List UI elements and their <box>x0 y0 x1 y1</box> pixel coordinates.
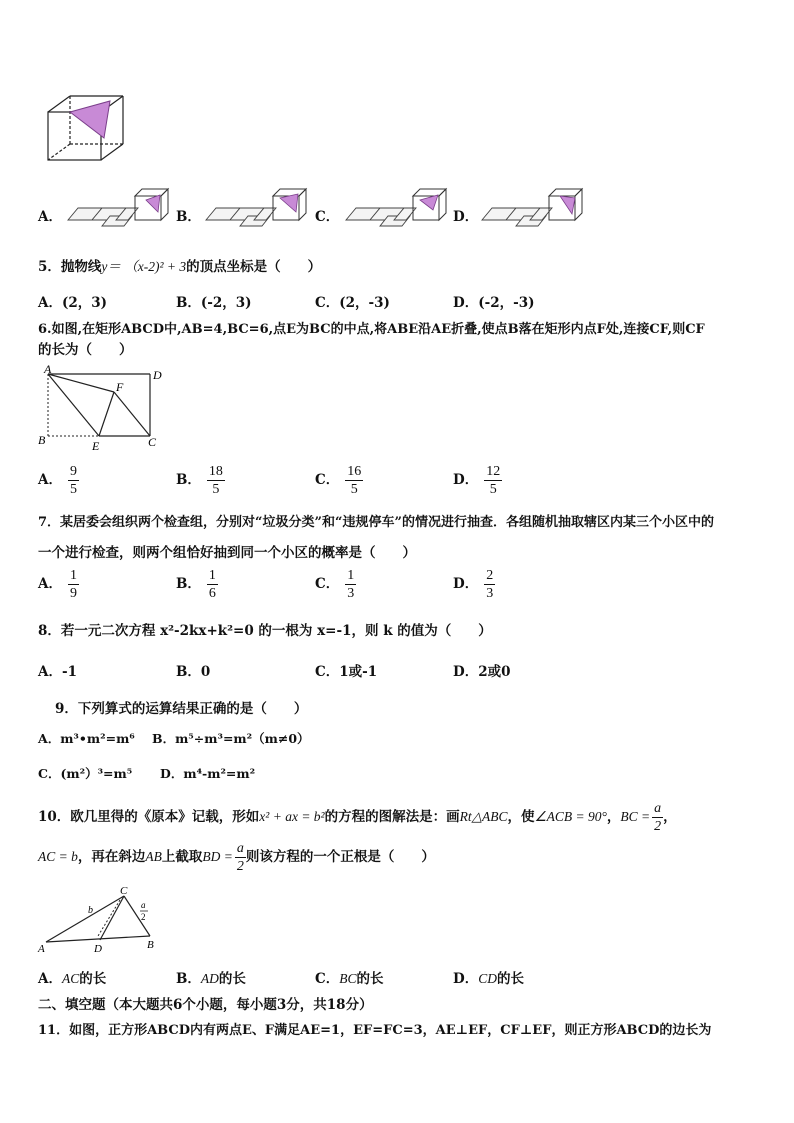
q10-option-a[interactable] <box>38 967 106 987</box>
q5-option-a[interactable]: A．(2，3) <box>38 295 108 311</box>
q10-frac-bc-den: 2 <box>654 819 662 834</box>
q7-option-a-letter: A． <box>38 576 62 592</box>
q6-option-d-den: 5 <box>489 482 497 497</box>
q6-label-a: A <box>44 362 52 376</box>
q6-option-a[interactable] <box>38 463 79 498</box>
q6-label-c: C <box>148 435 157 449</box>
q10-f3: ∠ACB = 90° <box>534 809 607 824</box>
q6-stem-line1: 6.如图,在矩形ABCD中,AB=4,BC=6,点E为BC的中点,将ABE沿AE折叠,使点B落在矩形内点F处,连接CF,则CF <box>38 322 705 337</box>
q6-label-d: D <box>153 368 162 382</box>
q6-option-a-den: 5 <box>69 482 77 497</box>
q7-option-a-num: 1 <box>69 568 77 583</box>
q10-option-d[interactable] <box>453 967 524 987</box>
q10-frac-bc-num: a <box>654 801 662 816</box>
q7-option-d[interactable] <box>453 567 495 602</box>
q5-text-pre: 5．抛物线 <box>38 259 102 275</box>
q10-f1: x² + ax = b² <box>259 809 325 824</box>
q10-option-b[interactable] <box>176 967 246 987</box>
q10-option-d-var: CD <box>478 971 497 986</box>
q4-option-b[interactable] <box>176 205 201 225</box>
q6-stem-line2: 的长为（ ） <box>38 342 133 358</box>
q9-option-b[interactable]: B．m⁵÷m³=m²（m≠0） <box>152 731 310 746</box>
q4-option-d[interactable] <box>453 205 478 225</box>
q10-frac-bd-den: 2 <box>236 859 244 874</box>
q9-option-c[interactable]: C．(m²）³=m⁵ <box>38 766 133 781</box>
q9-stem: 9．下列算式的运算结果正确的是（ ） <box>55 701 308 717</box>
q6-option-d[interactable] <box>453 463 502 498</box>
q6-option-c-num: 16 <box>347 464 362 479</box>
q7-option-b-num: 1 <box>208 568 216 583</box>
q6-option-c-fraction <box>345 463 363 498</box>
cube-figure <box>40 90 130 166</box>
q10-option-a-letter: A． <box>38 971 62 987</box>
q10-option-c-suffix: 的长 <box>356 971 384 987</box>
q7-stem-line2: 一个进行检查，则两个组恰好抽到同一个小区的概率是（ ） <box>38 545 416 561</box>
q4-option-c-letter: C． <box>315 209 340 225</box>
q6-option-c-den: 5 <box>350 482 358 497</box>
q5-option-c[interactable]: C．(2，-3) <box>315 295 390 311</box>
q6-option-a-letter: A． <box>38 472 62 488</box>
q6-option-d-fraction <box>484 463 502 498</box>
q8-option-b[interactable]: B．0 <box>176 664 211 680</box>
q10-triangle-figure <box>36 884 164 954</box>
q6-option-c-letter: C． <box>315 472 340 488</box>
q4-net-a <box>62 186 172 230</box>
q10-option-b-var: AD <box>200 971 219 986</box>
q10-t5: ， <box>663 809 677 825</box>
q5-option-b[interactable]: B．(-2，3) <box>176 295 252 311</box>
q10-label-a-side: a <box>141 900 146 910</box>
q7-option-c-fraction <box>345 567 356 602</box>
q10-option-d-suffix: 的长 <box>496 971 524 987</box>
q5-formula: y＝ （x-2)² + 3 <box>101 259 187 274</box>
q10-label-b: B <box>147 939 154 951</box>
q9-option-d[interactable]: D．m⁴-m²=m² <box>160 766 256 781</box>
q10-label-a: A <box>38 943 45 954</box>
q4-option-b-letter: B． <box>176 209 201 225</box>
q4-net-b <box>200 186 310 230</box>
q10-stem-line2 <box>38 840 435 875</box>
q7-option-b-den: 6 <box>208 586 216 601</box>
q10-option-b-letter: B． <box>176 971 201 987</box>
q6-label-e: E <box>92 439 100 453</box>
q10-l2-f2: AB <box>145 849 162 864</box>
q8-option-d[interactable]: D．2或0 <box>453 664 511 680</box>
q10-label-two: 2 <box>141 912 146 922</box>
q10-t1: 10．欧几里得的《原本》记载，形如 <box>38 809 260 825</box>
q10-frac-bd <box>235 840 246 875</box>
q9-option-a[interactable]: A．m³•m²=m⁶ <box>38 731 135 746</box>
q7-option-d-fraction <box>484 567 495 602</box>
q6-option-d-num: 12 <box>486 464 501 479</box>
q7-option-b[interactable] <box>176 567 218 602</box>
q7-option-c-den: 3 <box>347 586 355 601</box>
section-title: 二、填空题（本大题共6个小题，每小题3分，共18分） <box>38 997 373 1013</box>
q7-option-a[interactable] <box>38 567 79 602</box>
q6-option-b-num: 18 <box>208 464 223 479</box>
q8-option-c[interactable]: C．1或-1 <box>315 664 378 680</box>
q7-option-b-letter: B． <box>176 576 201 592</box>
q10-label-b-side: b <box>88 905 93 916</box>
q7-option-d-den: 3 <box>486 586 494 601</box>
q4-option-c[interactable] <box>315 205 339 225</box>
q6-option-c[interactable] <box>315 463 363 498</box>
q10-option-c[interactable] <box>315 967 384 987</box>
q7-option-a-fraction <box>68 567 79 602</box>
q10-l2-f1: AC = b <box>38 849 78 864</box>
q10-f4: BC = <box>620 809 651 824</box>
q6-label-b: B <box>38 433 46 447</box>
q6-option-d-letter: D． <box>453 472 479 488</box>
q10-l2-t3: 则该方程的一个正根是（ ） <box>245 849 435 865</box>
q4-option-d-letter: D． <box>453 209 479 225</box>
q10-frac-bd-num: a <box>236 841 244 856</box>
q7-option-b-fraction <box>207 567 218 602</box>
q4-option-a[interactable] <box>38 205 62 225</box>
q10-label-c: C <box>120 885 128 897</box>
q6-rectangle-figure <box>34 362 169 456</box>
q10-t4: ， <box>606 809 621 825</box>
q4-net-c <box>340 186 450 230</box>
q8-option-a[interactable]: A．-1 <box>38 664 77 680</box>
q10-frac-bc <box>652 800 663 835</box>
q6-label-f: F <box>116 380 124 394</box>
q10-l2-t2: 上截取 <box>161 849 203 865</box>
q10-label-d: D <box>94 943 102 954</box>
q7-stem-line1: 7．某居委会组织两个检查组，分别对“垃圾分类”和“违规停车”的情况进行抽查．各组随机抽取辖区内某三个小区中的 <box>38 515 714 530</box>
q6-option-b[interactable] <box>176 463 225 498</box>
q10-l2-f3: BD = <box>202 849 233 864</box>
q8-stem: 8．若一元二次方程 x²-2kx+k²=0 的一根为 x=-1，则 k 的值为（ ） <box>38 623 492 639</box>
q6-option-b-letter: B． <box>176 472 201 488</box>
q5-text-post: 的顶点坐标是（ ） <box>186 259 322 275</box>
q10-option-a-suffix: 的长 <box>79 971 107 987</box>
q11-stem: 11．如图，正方形ABCD内有两点E、F满足AE=1，EF=FC=3，AE⊥EF，CF⊥EF，则正方形ABCD的边长为 <box>38 1023 712 1038</box>
q7-option-c-num: 1 <box>347 568 355 583</box>
q10-l2-t1: ，再在斜边 <box>77 849 146 865</box>
q10-option-c-var: BC <box>339 971 357 986</box>
q4-net-d <box>476 186 586 230</box>
q6-option-b-fraction <box>207 463 225 498</box>
q4-option-a-letter: A． <box>38 209 62 225</box>
q10-option-a-var: AC <box>61 971 80 986</box>
q6-option-a-fraction <box>68 463 79 498</box>
q5-option-d[interactable]: D．(-2，-3) <box>453 295 535 311</box>
q10-stem-line1 <box>38 800 677 835</box>
q6-option-a-num: 9 <box>69 464 77 479</box>
q6-option-b-den: 5 <box>212 482 220 497</box>
q10-option-b-suffix: 的长 <box>218 971 246 987</box>
q7-option-d-num: 2 <box>486 568 494 583</box>
q10-option-d-letter: D． <box>453 971 479 987</box>
q5-stem <box>38 255 321 275</box>
q7-option-c[interactable] <box>315 567 356 602</box>
q7-option-c-letter: C． <box>315 576 340 592</box>
q10-t3: ，使 <box>507 809 535 825</box>
q10-f2: Rt△ABC <box>459 809 508 824</box>
q10-t2: 的方程的图解法是：画 <box>324 809 460 825</box>
q7-option-d-letter: D． <box>453 576 479 592</box>
q7-option-a-den: 9 <box>69 586 77 601</box>
q10-option-c-letter: C． <box>315 971 340 987</box>
